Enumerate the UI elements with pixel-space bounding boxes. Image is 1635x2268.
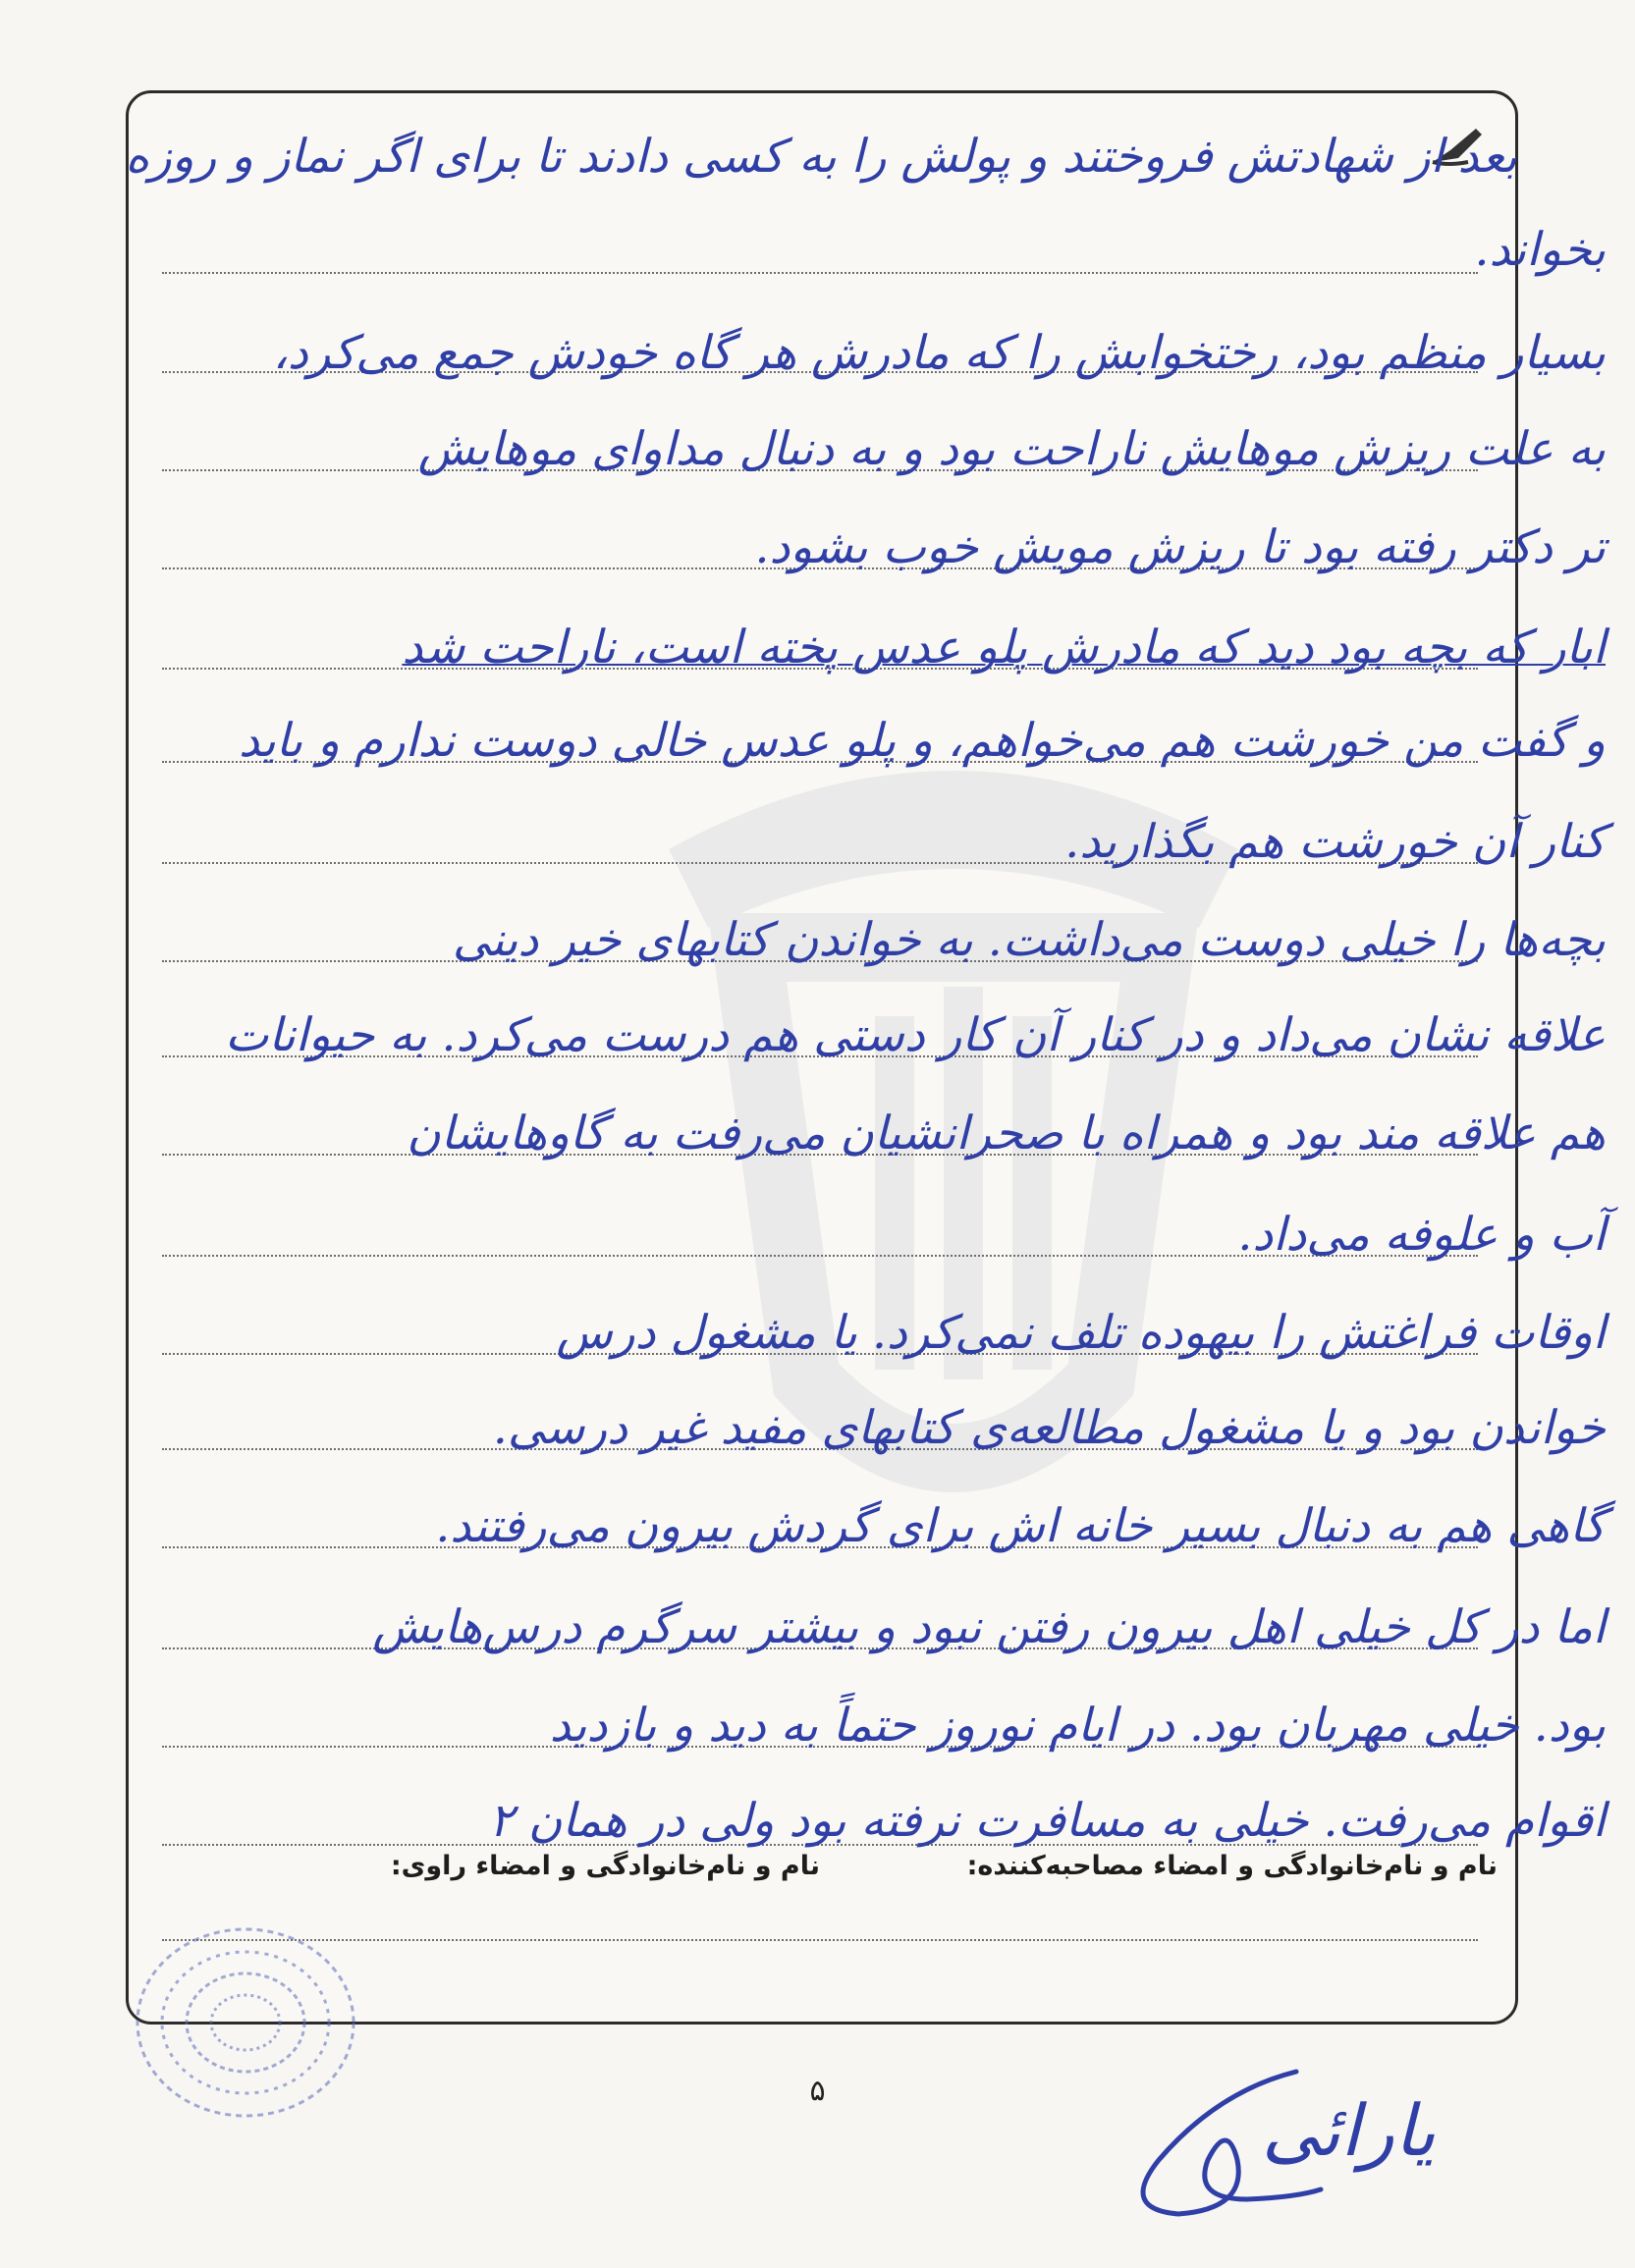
- interviewer-signature-label: نام و نام‌خانوادگی و امضاء مصاحبه‌کننده:: [966, 1851, 1498, 1881]
- fingerprint-stamp-icon: [118, 1895, 373, 2150]
- handwritten-line: بود. خیلی مهربان بود. در ایام نوروز حتماً به دید و بازدید: [549, 1699, 1606, 1753]
- narrator-signature-label: نام و نام‌خانوادگی و امضاء راوی:: [390, 1851, 820, 1881]
- handwritten-line: تر دکتر رفته بود تا ریزش مویش خوب بشود.: [754, 520, 1606, 574]
- handwritten-line: بسیار منظم بود، رختخوابش را که مادرش هر گاه خودش جمع می‌کرد،: [272, 326, 1606, 380]
- handwritten-line: بخواند.: [1474, 223, 1606, 277]
- handwritten-line: هم علاقه مند بود و همراه با صحرانشیان می‌رفت به گاوهایشان: [407, 1107, 1606, 1161]
- handwritten-line: به علت ریزش موهایش ناراحت بود و به دنبال مداوای موهایش: [417, 422, 1606, 476]
- page-number: ۵: [809, 2074, 826, 2108]
- handwritten-line: کنار آن خورشت هم بگذارید.: [1064, 815, 1606, 869]
- handwritten-line: خواندن بود و یا مشغول مطالعه‌ی کتابهای مفید غیر درسی.: [492, 1401, 1606, 1455]
- handwritten-line: بعد از شهادتش فروختند و پولش را به کسی دادند تا برای اگر نماز و روزه: [125, 130, 1517, 184]
- signature-name: یارائی: [1262, 2089, 1436, 2172]
- handwritten-line: بچه‌ها را خیلی دوست می‌داشت. به خواندن کتابهای خیر دینی: [452, 913, 1606, 967]
- handwritten-line: اما در کل خیلی اهل بیرون رفتن نبود و بیشتر سرگرم درس‌هایش: [372, 1600, 1606, 1654]
- handwritten-line: ابار که بچه بود دید که مادرش پلو عدس پخته است، ناراحت شد: [402, 621, 1606, 675]
- handwritten-line: و گفت من خورشت هم می‌خواهم، و پلو عدس خالی دوست ندارم و باید: [239, 714, 1606, 768]
- handwritten-line: اوقات فراغتش را بیهوده تلف نمی‌کرد. یا مشغول درس: [556, 1306, 1606, 1360]
- handwritten-line: علاقه نشان می‌داد و در کنار آن کار دستی هم درست می‌کرد. به حیوانات: [225, 1008, 1606, 1062]
- handwritten-line: اقوام می‌رفت. خیلی به مسافرت نرفته بود ولی در همان ۲: [488, 1794, 1606, 1848]
- handwritten-line: آب و علوفه می‌داد.: [1237, 1208, 1606, 1262]
- handwritten-line: گاهی هم به دنبال بسیر خانه اش برای گردش بیرون می‌رفتند.: [435, 1499, 1606, 1553]
